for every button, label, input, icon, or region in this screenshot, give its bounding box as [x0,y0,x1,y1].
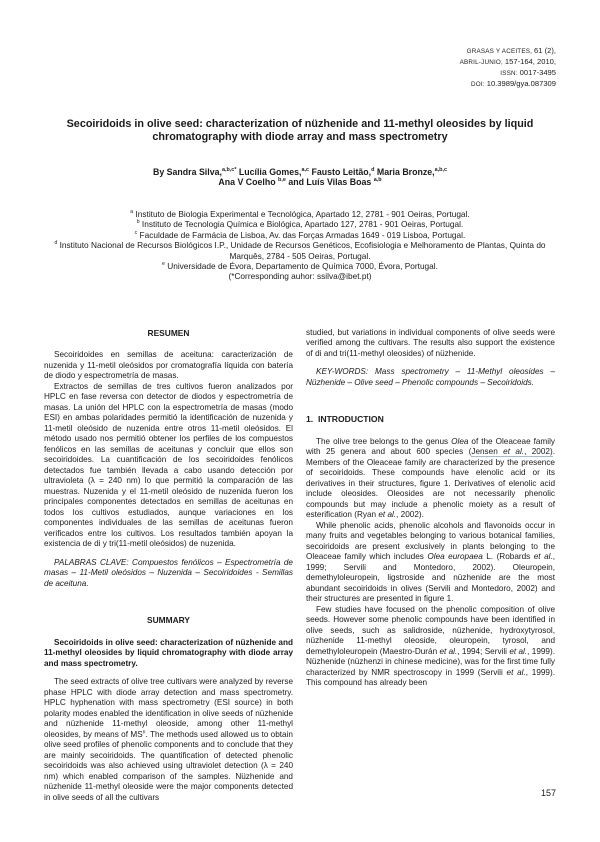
paper-title: Secoiridoids in olive seed: characterization of nüzhenide and 11-methyl oleosides by liquid chromatography with diode array and mass spectrometry [66,118,534,144]
summary-paragraph [44,677,293,803]
text-segment: Olea [451,436,469,446]
text-segment: ABRIL-JUNIO, [459,59,505,66]
left-column [44,328,293,804]
journal-reference [44,46,556,90]
text-segment: 10.3989/gya.087309 [486,79,556,88]
text-segment: of the Oleaceae family with 25 genera and about 600 species ( [306,436,555,457]
text-segment: (*Corresponding auhor: ssilva@ibet.pt) [228,271,372,282]
text-segment: a,c [301,166,310,173]
summary-continuation: studied, but variations in individual components of olive seeds were verified among the cultivars. The results also support the existence of di and tri(11-methyl oleosides) of nüzhenide. [306,327,555,358]
text-segment: et al. [378,510,397,520]
text-segment: Ana V Coelho [218,177,279,188]
text-segment: et al. [506,667,526,677]
journal-ref-line [44,46,556,57]
text-segment: , 1999; Servili and Montedoro, 2002). Oleuropein, demethyloleuropein, ligstroside and nüzhenide are the most abundant secoiridoids in olives (Servili and Montedoro, 2002) and their structures are presented in figure 1. [306,552,555,604]
affiliations [44,209,556,282]
palabras-clave: PALABRAS CLAVE: Compuestos fenólicos – Espectrometría de masas – 11-Metil oleósidos – Nuzenida – Secoiridoides - Semillas de aceituna. [44,557,293,588]
text-segment: Few studies have focused on the phenolic composition of olive seeds. However some phenolic compounds have been identified in olive seeds, such as salidroside, nüzhenide, hydroxytyrosol, nüzhenide 11-methyl oleoside, oleuropein, tyrosol, and demethyloleuropein (Maestro-Durán [306,604,555,656]
summary-title: Secoiridoids in olive seed: characterization of nüzhenide and 11-methyl oleosides by liquid chromatography with diode array and mass spectrometry. [44,637,293,668]
text-segment: , 1994; Servili [457,646,510,656]
text-segment: 0017-3495 [519,68,556,77]
text-segment: GRASAS Y ACEITES, [466,48,535,55]
affiliation-line [44,230,556,240]
text-segment: Olea europaea [427,552,483,562]
journal-ref-line [44,57,556,68]
intro-paragraph-1 [306,437,555,521]
affiliation-line [44,209,556,219]
text-segment: a,b [373,177,382,184]
text-segment: c [134,230,138,237]
author-list [44,167,556,188]
resumen-paragraph-1: Secoiridoides en semillas de aceituna: caracterización de nuzenida y 11-metil oleósidos por cromatografía líquida con batería de diodo y espectrometría de masas. [44,350,293,381]
text-segment: Maria Bronze, [374,166,435,177]
citation-link[interactable]: et al. [503,447,525,457]
key-words: KEY-WORDS: Mass spectrometry – 11-Methyl oleosides – Nüzhenide – Olive seed – Phenolic compounds – Secoiridoids. [306,367,555,387]
text-segment: a [130,209,134,216]
intro-paragraph-3 [306,605,555,689]
text-segment: 61 (2), [534,46,556,55]
resumen-heading: RESUMEN [147,327,190,338]
affiliation-line [44,261,556,271]
intro-paragraph-2 [306,521,555,605]
journal-ref-line [44,68,556,79]
text-segment: DOI: [471,81,487,88]
text-segment: a,b,c* [221,166,237,173]
text-segment: et al. [439,646,458,656]
text-segment: While phenolic acids, phenolic alcohols and flavonoids occur in many fruits and vegetables belonging to various botanical families, secoiridoids are present exclusively in plants belonging to the Oleaceae family which includes [306,520,555,562]
text-segment: d [371,166,375,173]
affiliation-line [44,240,556,261]
text-segment: Instituto de Biologia Experimental e Tecnológica, Apartado 12, 2781 - 901 Oeiras, Portugal. [133,209,470,219]
page-number: 157 [540,788,556,798]
corresponding-author [44,271,556,281]
text-segment: Instituto de Tecnologia Química e Biológica, Apartado 127, 2781 - 901 Oeiras, Portugal. [139,219,464,230]
text-segment: et al. [533,552,553,562]
introduction-heading: 1. INTRODUCTION [306,414,384,425]
text-segment: Universidade de Évora, Departamento de Química 7000, Évora, Portugal. [164,261,438,272]
affiliation-line [44,219,556,229]
author-line-1 [44,167,556,178]
text-segment: , 2002). [396,510,424,520]
text-segment: . The methods used allowed us to obtain olive seed profiles of phenolic components and to conclude that they are mainly secoiridoids. The quantification of detected phenolic secoiridoids was also achieved using ultraviolet detection (λ = 240 nm) which enabled comparison of the samples. Nüzhenide and nüzhenide 11-methyl oleoside were the major components detected in olive seeds of all the cultivars [44,729,293,802]
text-segment: b,e [278,177,286,184]
text-segment: 157-164, 2010, [504,57,556,66]
text-segment: Faculdade de Farmácia de Lisboa, Av. das Forças Armadas 1649 - 019 Lisboa, Portugal. [137,229,466,240]
resumen-paragraph-2: Extractos de semillas de tres cultivos fueron analizados por HPLC en fase reversa con detector de diodos y espectrometría de masas. La unión del HPLC con la espectrometría de masas (modo ESI) en ambas polaridades permitió la identificación de nuzenida y 11-metil oleósido de nuzenida entre otros 11-metil oleósidos. El método usado nos permitió obtener los perfiles de los compuestos fenólicos en las semillas de aceitunas y concluir que ellos son secoiridoides. La cuantificación de los secoiridoides fenólicos detectados fue también llevada a cabo usando detección por ultravioleta (λ = 240 nm) lo que permitió la comparación de las muestras. Nuzenida y el 11-metil oleósido de nuzenida fueron los principales componentes detectados en semillas de aceitunas en todos los cultivos estudiados, aunque variaciones en los componentes individuales de las semillas de aceitunas fueron verificados entre los cultivos. Los resultados también apoyan la existencia de di y tri(11-metil oleósidos) de nuzenida. [44,381,293,549]
text-segment: a,b,c [434,166,447,173]
citation-link[interactable]: Jensen [471,447,504,457]
summary-heading: SUMMARY [147,615,190,626]
text-segment: . Members of the Oleaceae family are characterized by the presence of secoiridoids. These compounds have elenolic acid or its derivatives in their structures, figure 1. Derivatives of elenolic acid include oleosides. Oleosides are not necessarily phenolic compounds but may include a phenolic moiety as a result of esterification (Ryan [306,447,555,520]
right-column [306,328,555,804]
text-segment: The olive tree belongs to the genus [316,436,452,446]
text-segment: Lucília Gomes, [236,166,302,177]
two-column-body [44,328,556,804]
text-segment: , 1999). This compound has already been [306,667,555,688]
text-segment: n [142,729,146,736]
text-segment: b [136,219,140,226]
text-segment: L. (Robards [482,552,534,562]
text-segment: , 1999). Nüzhenide (nüzhenzi in chinese medicine), was for the first time fully characterized by NMR spectroscopy in 1999 (Servili [306,646,555,677]
text-segment: By Sandra Silva, [152,166,222,177]
text-segment: Fausto Leitão, [309,166,372,177]
text-segment: et al. [509,646,528,656]
text-segment: ISSN: [500,70,520,77]
journal-ref-line [44,79,556,90]
text-segment: d [54,240,58,247]
text-segment: and Luís Vilas Boas [285,177,374,188]
author-line-2 [44,177,556,188]
text-segment: e [162,261,165,268]
text-segment: The seed extracts of olive tree cultivars were analyzed by reverse phase HPLC with diode array detection and mass spectrometry. HPLC hyphenation with mass spectrometry (ESI source) in both polarity modes enabled the identification in olive seeds of nüzhenide and nüzhenide 11-methyl oleoside, among other 11-methyl oleosides, by means of MS [44,677,293,739]
text-segment: Instituto Nacional de Recursos Biológicos I.P., Unidade de Recursos Genéticos, Ecofisiologia e Melhoramento de Plantas, Quinta do Marquês, 2784 - 505 Oeiras, Portugal. [57,240,546,261]
citation-link[interactable]: , 2002) [524,447,553,457]
